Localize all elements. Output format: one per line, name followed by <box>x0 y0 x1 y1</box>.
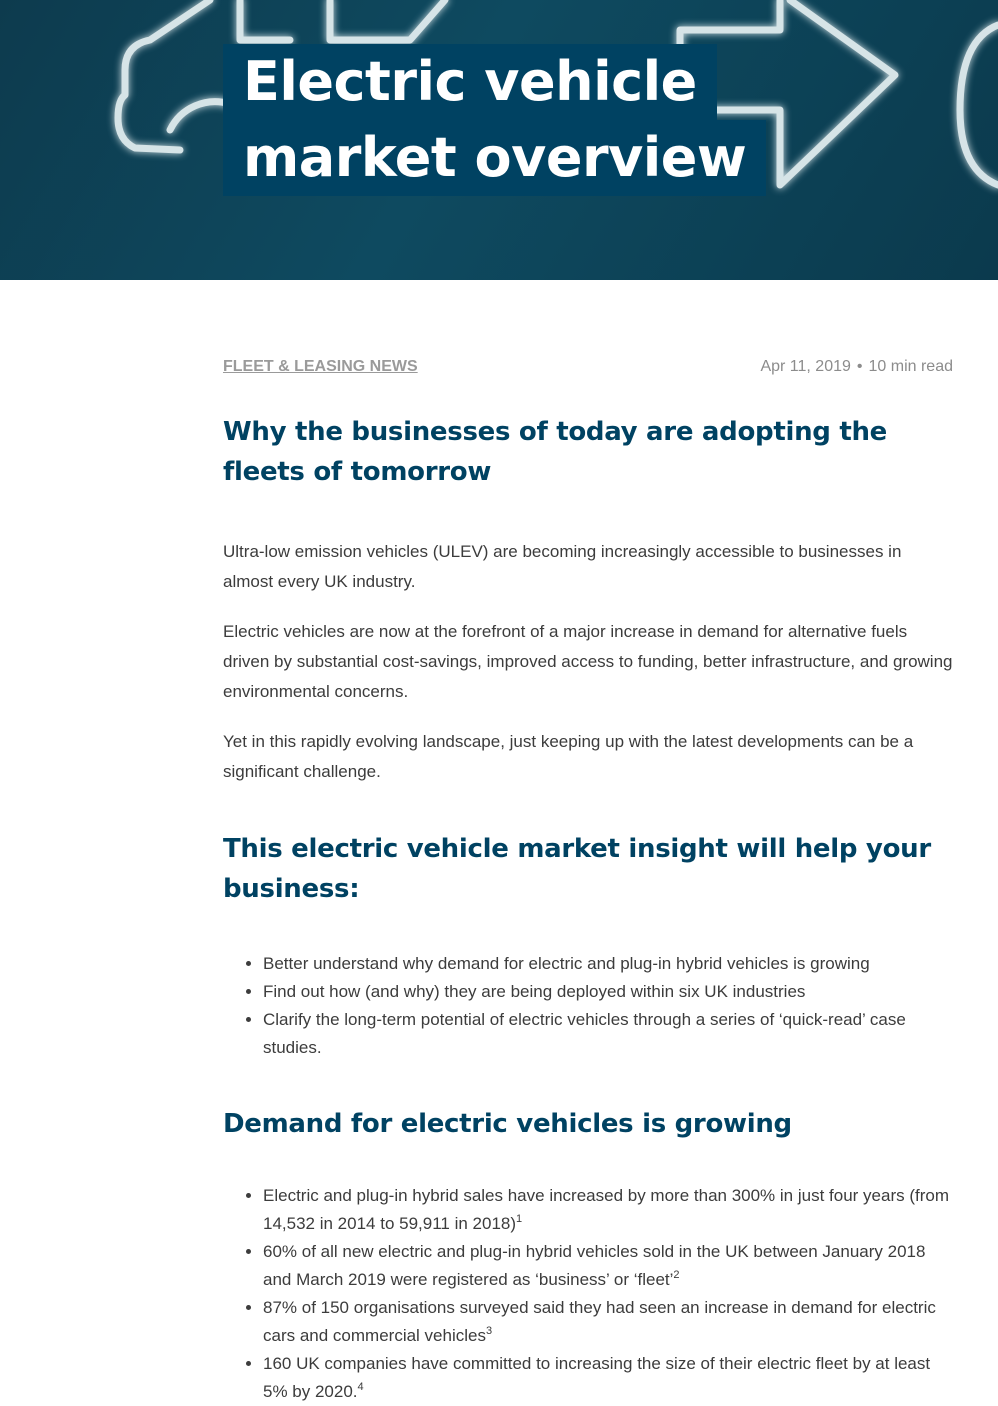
demand-heading: Demand for electric vehicles is growing <box>223 1109 792 1139</box>
list-item-text: 60% of all new electric and plug-in hybrid vehicles sold in the UK between January 2018 and March 2019 were registered as ‘business’ or ‘fleet’ <box>263 1242 926 1289</box>
footnote-ref[interactable]: 3 <box>485 1325 493 1337</box>
category-link[interactable]: FLEET & LEASING NEWS <box>223 358 418 375</box>
list-item-text: Electric and plug-in hybrid sales have increased by more than 300% in just four years (from 14,532 in 2014 to 59,911 in 2018) <box>263 1186 950 1233</box>
footnote-ref[interactable]: 4 <box>357 1381 364 1393</box>
list-item: • Better understand why demand for electric and plug-in hybrid vehicles is growing <box>263 950 953 978</box>
list-item <box>263 1238 953 1294</box>
article-meta <box>223 358 953 382</box>
hero-banner <box>0 0 998 280</box>
separator-dot: • <box>856 358 863 375</box>
list-item <box>263 1294 953 1350</box>
insight-heading: This electric vehicle market insight will help your business: <box>223 834 931 904</box>
read-time: 10 min read <box>868 358 953 375</box>
hero-title <box>223 44 766 196</box>
list-item <box>263 1182 953 1238</box>
list-item-text: 160 UK companies have committed to increasing the size of their electric fleet by at least 5% by 2020. <box>263 1354 931 1401</box>
list-item <box>263 1350 953 1406</box>
title-line-1: Electric vehicle <box>223 44 717 120</box>
article-info <box>760 358 953 376</box>
intro-paragraph-2: Electric vehicles are now at the forefront of a major increase in demand for alternative fuels driven by substantial cost-savings, improved access to funding, better infrastructure, and growing environmental concerns. <box>223 622 953 701</box>
list-item: • Clarify the long-term potential of electric vehicles through a series of ‘quick-read’ case studies. <box>263 1006 953 1062</box>
intro-paragraph-3: Yet in this rapidly evolving landscape, just keeping up with the latest developments can be a significant challenge. <box>223 732 914 781</box>
insight-list <box>223 950 953 1062</box>
list-item-text: 87% of 150 organisations surveyed said they had seen an increase in demand for electric cars and commercial vehicles <box>263 1298 936 1345</box>
list-item: • Find out how (and why) they are being deployed within six UK industries <box>263 978 953 1006</box>
demand-list <box>223 1182 953 1406</box>
publish-date: Apr 11, 2019 <box>760 358 851 375</box>
article-body <box>223 412 953 1406</box>
intro-paragraph-1: Ultra-low emission vehicles (ULEV) are becoming increasingly accessible to businesses in almost every UK industry. <box>223 542 902 591</box>
intro-heading: Why the businesses of today are adopting the fleets of tomorrow <box>223 417 888 487</box>
footnote-ref[interactable]: 1 <box>516 1213 523 1225</box>
car-outline-icon <box>118 0 210 150</box>
footnote-ref[interactable]: 2 <box>673 1269 680 1281</box>
title-line-2: market overview <box>223 120 766 196</box>
